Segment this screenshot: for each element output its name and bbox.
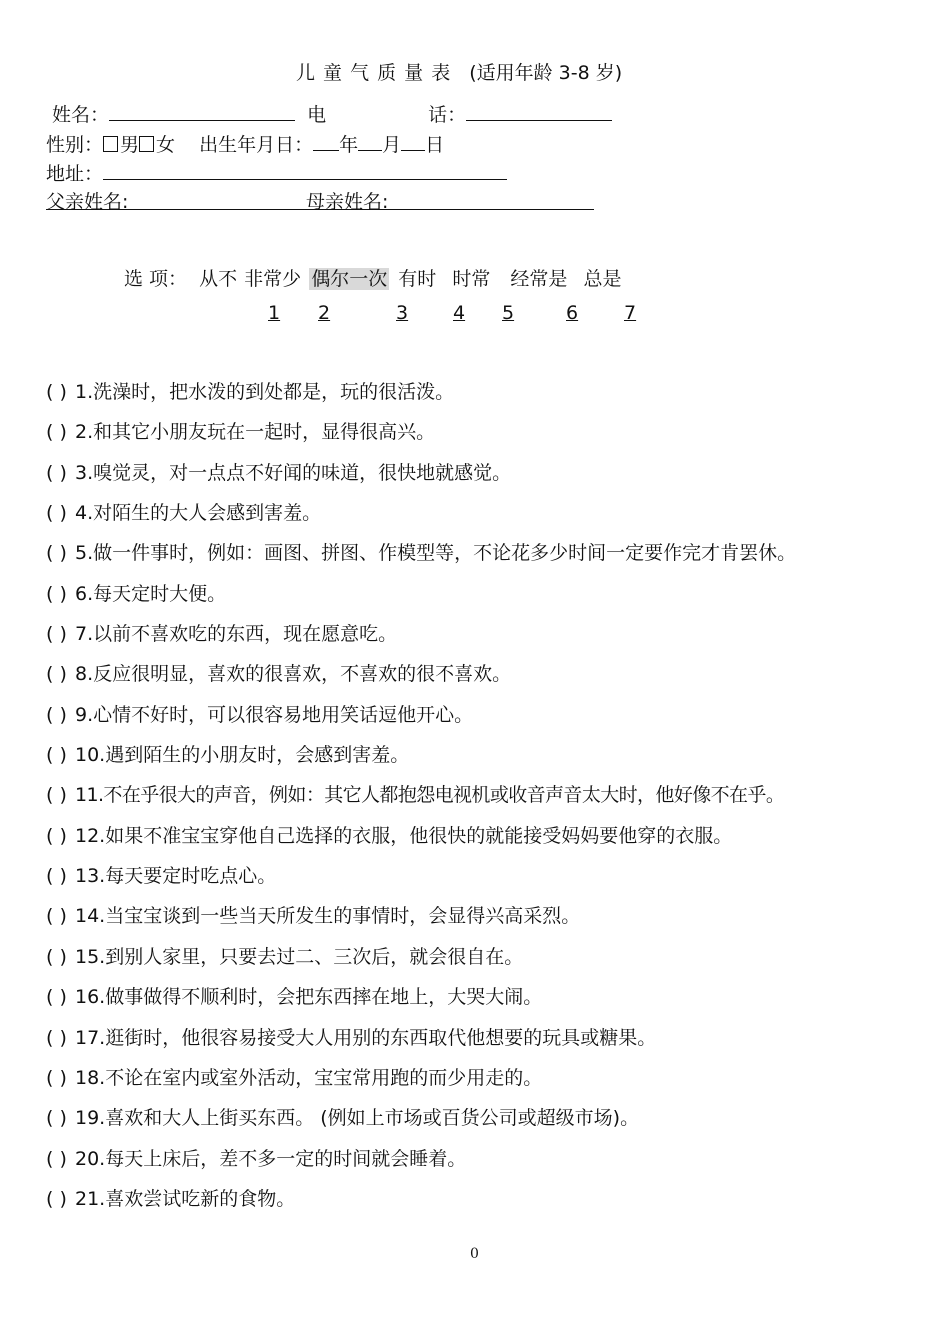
question-text: 4.对陌生的大人会感到害羞。: [75, 502, 322, 525]
option-number-6: 6: [566, 302, 579, 324]
option-sometimes: 有时: [398, 268, 437, 290]
question-text: 19.喜欢和大人上街买东西。 (例如上市场或百货公司或超级市场)。: [75, 1107, 640, 1130]
male-checkbox[interactable]: [103, 136, 118, 152]
male-label: 男: [120, 134, 140, 156]
name-phone-row: [52, 100, 612, 127]
name-field[interactable]: [109, 102, 295, 121]
options-label: 选 项：: [124, 268, 188, 290]
question-item: [46, 580, 926, 620]
day-label: 日: [425, 134, 445, 156]
mother-name-label: 母亲姓名:: [306, 191, 389, 213]
option-never: 从不: [199, 268, 238, 290]
question-item: [46, 378, 926, 418]
answer-blank[interactable]: ( ): [46, 1066, 67, 1089]
option-number-5: 5: [502, 302, 515, 324]
question-item: [46, 943, 926, 983]
question-item: [46, 902, 926, 942]
year-label: 年: [339, 134, 359, 156]
answer-blank[interactable]: ( ): [46, 824, 67, 847]
question-item: [46, 1064, 926, 1104]
question-text: 5.做一件事时，例如：画图、拼图、作模型等，不论花多少时间一定要作完才肯罢休。: [75, 542, 797, 565]
answer-blank[interactable]: ( ): [46, 744, 67, 767]
answer-blank[interactable]: ( ): [46, 905, 67, 928]
question-text: 14.当宝宝谈到一些当天所发生的事情时，会显得兴高采烈。: [75, 905, 581, 928]
phone-label-1: 电: [307, 104, 327, 126]
question-item: [46, 1145, 926, 1185]
answer-blank[interactable]: ( ): [46, 1147, 67, 1170]
question-list: [46, 378, 926, 1225]
answer-blank[interactable]: ( ): [46, 381, 67, 403]
birth-month-field[interactable]: [358, 132, 382, 151]
address-label: 地址：: [46, 163, 104, 185]
father-name-label: 父亲姓名:: [46, 191, 129, 213]
question-text: 8.反应很明显，喜欢的很喜欢，不喜欢的很不喜欢。: [75, 663, 512, 686]
answer-blank[interactable]: ( ): [46, 623, 67, 646]
answer-blank[interactable]: ( ): [46, 502, 67, 525]
option-number-2: 2: [318, 302, 331, 324]
address-field[interactable]: [103, 161, 507, 180]
question-text: 13.每天要定时吃点心。: [75, 865, 277, 888]
gender-label: 性别：: [46, 134, 104, 156]
question-text: 11.不在乎很大的声音，例如：其它人都抱怨电视机或收音声音太大时，他好像不在乎。: [75, 784, 785, 807]
answer-blank[interactable]: ( ): [46, 945, 67, 968]
question-text: 6.每天定时大便。: [75, 582, 227, 605]
question-item: [46, 781, 926, 821]
option-usually: 经常是: [510, 268, 568, 290]
question-item: [46, 539, 926, 579]
question-text: 3.嗅觉灵，对一点点不好闻的味道，很快地就感觉。: [75, 461, 512, 484]
question-item: [46, 1185, 926, 1225]
question-item: [46, 983, 926, 1023]
question-item: [46, 701, 926, 741]
month-label: 月: [382, 134, 402, 156]
option-often: 时常: [452, 268, 491, 290]
question-text: 9.心情不好时，可以很容易地用笑话逗他开心。: [75, 703, 474, 726]
address-row: [46, 159, 507, 186]
birth-day-field[interactable]: [401, 132, 425, 151]
question-text: 21.喜欢尝试吃新的食物。: [75, 1187, 296, 1210]
question-text: 20.每天上床后，差不多一定的时间就会睡着。: [75, 1147, 467, 1170]
question-item: [46, 862, 926, 902]
parents-row: [46, 187, 594, 213]
phone-field[interactable]: [466, 102, 612, 121]
question-text: 7.以前不喜欢吃的东西，现在愿意吃。: [75, 623, 398, 646]
name-label: 姓名：: [52, 104, 110, 126]
options-legend: [124, 264, 621, 291]
answer-blank[interactable]: ( ): [46, 1187, 67, 1210]
option-occasionally: 偶尔一次: [311, 268, 388, 290]
answer-blank[interactable]: ( ): [46, 461, 67, 484]
question-item: [46, 620, 926, 660]
form-title: [296, 58, 622, 85]
question-item: [46, 499, 926, 539]
phone-label-2: 话：: [428, 104, 467, 126]
answer-blank[interactable]: ( ): [46, 582, 67, 605]
female-label: 女: [156, 134, 176, 156]
answer-blank[interactable]: ( ): [46, 865, 67, 888]
option-number-1: 1: [268, 302, 281, 324]
option-number-4: 4: [453, 302, 466, 324]
question-item: [46, 418, 926, 458]
option-very-rarely: 非常少: [244, 268, 302, 290]
option-number-3: 3: [396, 302, 409, 324]
question-item: [46, 741, 926, 781]
answer-blank[interactable]: ( ): [46, 663, 67, 686]
question-text: 12.如果不准宝宝穿他自己选择的衣服，他很快的就能接受妈妈要他穿的衣服。: [75, 824, 733, 847]
question-item: [46, 1024, 926, 1064]
question-item: [46, 660, 926, 700]
page-number: 0: [470, 1246, 479, 1262]
answer-blank[interactable]: ( ): [46, 986, 67, 1009]
answer-blank[interactable]: ( ): [46, 703, 67, 726]
question-text: 10.遇到陌生的小朋友时，会感到害羞。: [75, 744, 410, 767]
question-item: [46, 822, 926, 862]
option-always: 总是: [583, 268, 622, 290]
answer-blank[interactable]: ( ): [46, 421, 67, 444]
option-number-7: 7: [624, 302, 637, 324]
answer-blank[interactable]: ( ): [46, 784, 67, 807]
question-text: 15.到别人家里，只要去过二、三次后，就会很自在。: [75, 945, 524, 968]
birth-label: 出生年月日：: [199, 134, 314, 156]
birth-year-field[interactable]: [313, 132, 339, 151]
answer-blank[interactable]: ( ): [46, 1026, 67, 1049]
title-age-note: (适用年龄 3-8 岁): [469, 62, 623, 84]
answer-blank[interactable]: ( ): [46, 1107, 67, 1130]
title-text: 儿 童 气 质 量 表: [296, 62, 452, 84]
question-item: [46, 1104, 926, 1144]
question-text: 2.和其它小朋友玩在一起时，显得很高兴。: [75, 421, 436, 444]
gender-birth-row: [46, 130, 444, 157]
question-text: 16.做事做得不顺利时，会把东西摔在地上，大哭大闹。: [75, 986, 543, 1009]
answer-blank[interactable]: ( ): [46, 542, 67, 565]
female-checkbox[interactable]: [139, 136, 154, 152]
question-item: [46, 459, 926, 499]
question-text: 1.洗澡时，把水泼的到处都是，玩的很活泼。: [75, 381, 455, 403]
question-text: 17.逛街时，他很容易接受大人用别的东西取代他想要的玩具或糖果。: [75, 1026, 657, 1049]
question-text: 18.不论在室内或室外活动，宝宝常用跑的而少用走的。: [75, 1066, 543, 1089]
